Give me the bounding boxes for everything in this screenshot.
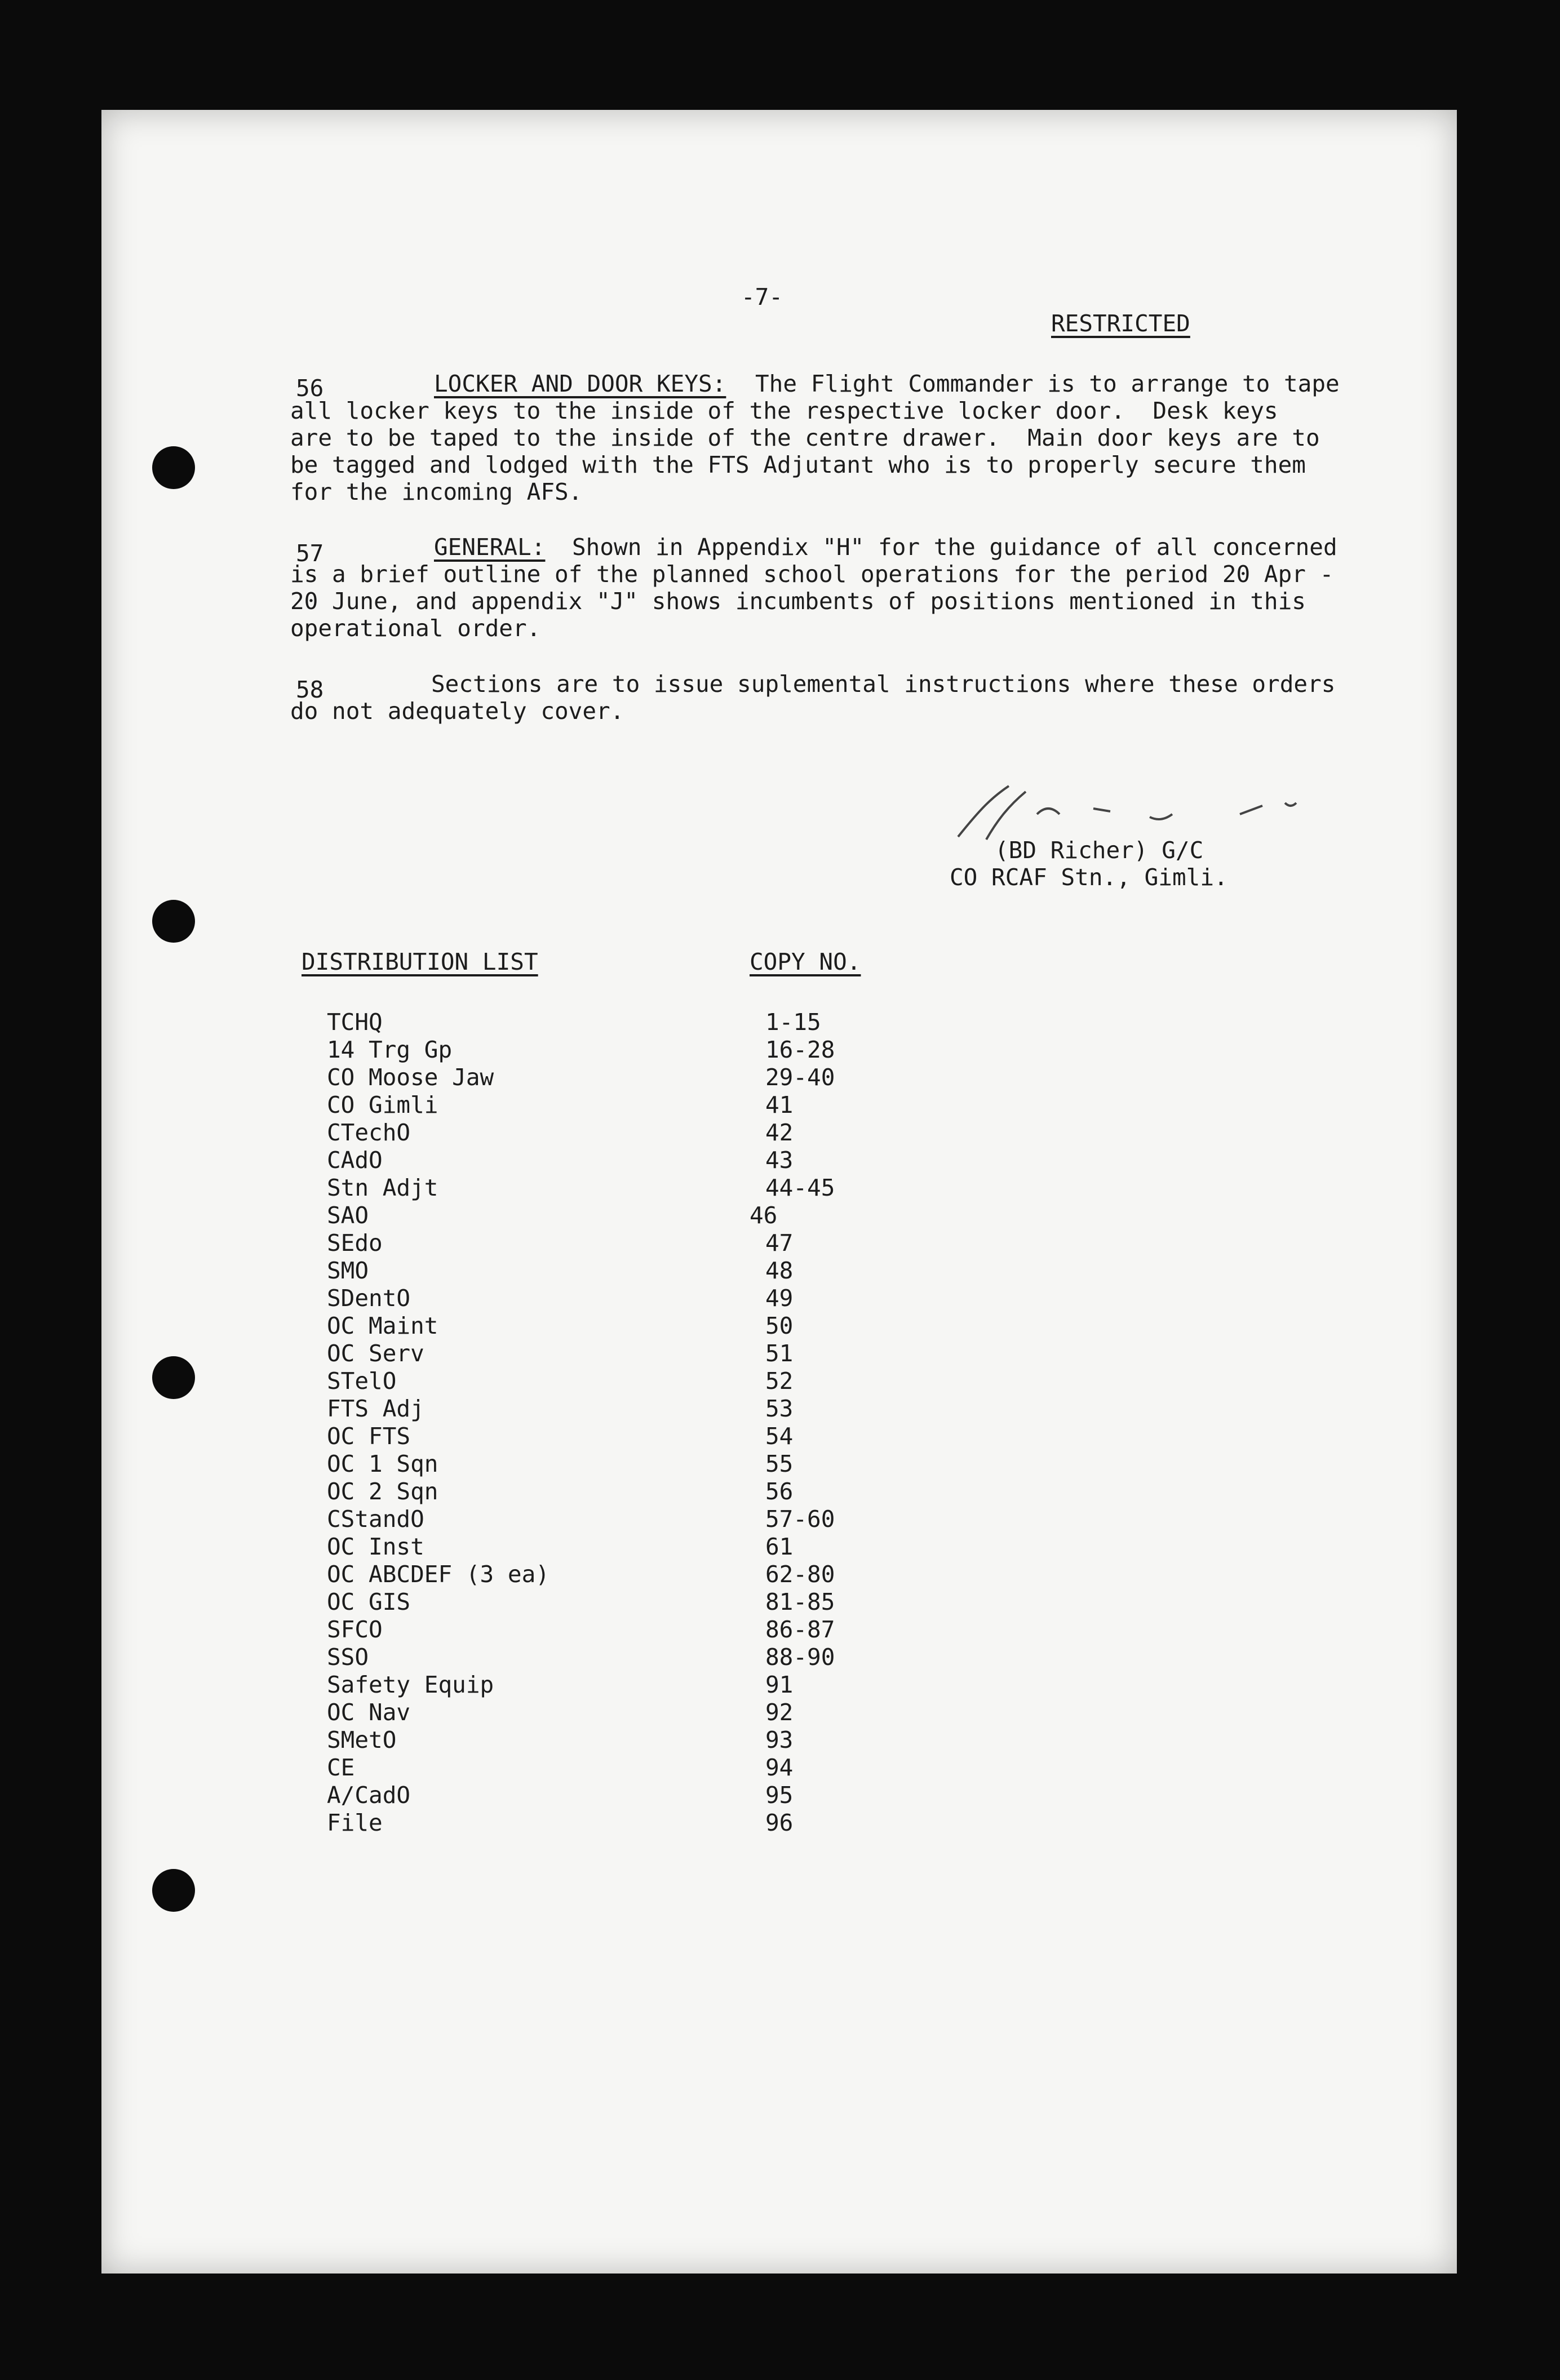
signatory-title: CO RCAF Stn., Gimli. <box>950 864 1228 891</box>
paragraph-line: all locker keys to the inside of the respective locker door. Desk keys <box>290 397 1278 424</box>
paragraph-heading: LOCKER AND DOOR KEYS: <box>434 370 726 397</box>
distribution-recipient: OC Nav <box>327 1699 411 1726</box>
distribution-copy-number: 62-80 <box>765 1561 835 1588</box>
distribution-copy-number: 29-40 <box>765 1064 835 1091</box>
distribution-recipient: SAO <box>327 1202 369 1229</box>
paragraph-line: Shown in Appendix "H" for the guidance of all concerned <box>572 534 1337 561</box>
distribution-recipient: OC GIS <box>327 1588 411 1615</box>
distribution-recipient: CO Moose Jaw <box>327 1064 494 1091</box>
distribution-copy-number: 16-28 <box>765 1036 835 1063</box>
distribution-recipient: CAdO <box>327 1147 383 1174</box>
distribution-copy-number: 81-85 <box>765 1588 835 1615</box>
distribution-recipient: SDentO <box>327 1285 411 1312</box>
punch-hole <box>152 1869 195 1912</box>
distribution-recipient: OC Inst <box>327 1533 424 1560</box>
paragraph-number: 56 <box>296 375 324 402</box>
distribution-copy-number: 57-60 <box>765 1506 835 1533</box>
distribution-recipient: TCHQ <box>327 1009 383 1036</box>
document-page <box>101 110 1457 2274</box>
distribution-recipient: SEdo <box>327 1229 383 1256</box>
distribution-copy-number: 92 <box>765 1699 794 1726</box>
distribution-recipient: FTS Adj <box>327 1395 424 1422</box>
signatory-name: (BD Richer) G/C <box>995 837 1204 864</box>
paragraph-line: are to be taped to the inside of the centre drawer. Main door keys are to <box>290 424 1320 451</box>
paragraph-line: do not adequately cover. <box>290 698 624 725</box>
distribution-copy-number: 94 <box>765 1754 794 1781</box>
distribution-recipient: CTechO <box>327 1119 411 1146</box>
distribution-copy-number: 50 <box>765 1312 794 1339</box>
distribution-recipient: A/CadO <box>327 1782 411 1809</box>
distribution-copy-number: 53 <box>765 1395 794 1422</box>
distribution-copy-number: 93 <box>765 1726 794 1753</box>
distribution-copy-number: 44-45 <box>765 1174 835 1201</box>
distribution-list-header: DISTRIBUTION LIST <box>302 948 538 975</box>
distribution-recipient: OC 2 Sqn <box>327 1478 438 1505</box>
distribution-copy-number: 86-87 <box>765 1616 835 1643</box>
distribution-copy-number: 52 <box>765 1367 794 1395</box>
paragraph-line: Sections are to issue suplemental instructions where these orders <box>431 671 1336 698</box>
distribution-copy-number: 96 <box>765 1809 794 1836</box>
distribution-recipient: Safety Equip <box>327 1671 494 1698</box>
distribution-copy-number: 56 <box>765 1478 794 1505</box>
distribution-recipient: 14 Trg Gp <box>327 1036 453 1063</box>
distribution-copy-number: 91 <box>765 1671 794 1698</box>
distribution-copy-number: 46 <box>750 1202 778 1229</box>
distribution-copy-number: 41 <box>765 1091 794 1118</box>
page-number: -7- <box>741 283 783 310</box>
punch-hole <box>152 446 195 489</box>
distribution-copy-number: 43 <box>765 1147 794 1174</box>
distribution-recipient: CStandO <box>327 1506 424 1533</box>
copy-number-header: COPY NO. <box>750 948 861 975</box>
paragraph-heading: GENERAL: <box>434 534 546 561</box>
distribution-copy-number: 54 <box>765 1423 794 1450</box>
distribution-copy-number: 51 <box>765 1340 794 1367</box>
distribution-recipient: SMetO <box>327 1726 397 1753</box>
paragraph-number: 58 <box>296 676 324 703</box>
paragraph-line: be tagged and lodged with the FTS Adjutant who is to properly secure them <box>290 451 1306 478</box>
distribution-copy-number: 49 <box>765 1285 794 1312</box>
distribution-copy-number: 42 <box>765 1119 794 1146</box>
distribution-recipient: Stn Adjt <box>327 1174 438 1201</box>
punch-hole <box>152 1356 195 1399</box>
distribution-recipient: OC ABCDEF (3 ea) <box>327 1561 549 1588</box>
distribution-recipient: SFCO <box>327 1616 383 1643</box>
paragraph-number: 57 <box>296 540 324 567</box>
distribution-recipient: SSO <box>327 1644 369 1671</box>
paragraph-line: The Flight Commander is to arrange to tape <box>755 370 1340 397</box>
distribution-copy-number: 55 <box>765 1450 794 1477</box>
distribution-recipient: OC Maint <box>327 1312 438 1339</box>
paragraph-line: operational order. <box>290 615 541 642</box>
distribution-copy-number: 1-15 <box>765 1009 821 1036</box>
distribution-recipient: STelO <box>327 1367 397 1395</box>
distribution-recipient: CE <box>327 1754 355 1781</box>
distribution-recipient: OC 1 Sqn <box>327 1450 438 1477</box>
distribution-copy-number: 48 <box>765 1257 794 1284</box>
distribution-copy-number: 88-90 <box>765 1644 835 1671</box>
distribution-copy-number: 95 <box>765 1782 794 1809</box>
distribution-recipient: CO Gimli <box>327 1091 438 1118</box>
distribution-recipient: OC Serv <box>327 1340 424 1367</box>
paragraph-line: is a brief outline of the planned school operations for the period 20 Apr - <box>290 561 1334 588</box>
classification-marking: RESTRICTED <box>1051 310 1190 337</box>
paragraph-line: for the incoming AFS. <box>290 478 583 505</box>
distribution-recipient: OC FTS <box>327 1423 411 1450</box>
distribution-copy-number: 61 <box>765 1533 794 1560</box>
paragraph-line: 20 June, and appendix "J" shows incumbents of positions mentioned in this <box>290 588 1306 615</box>
distribution-copy-number: 47 <box>765 1229 794 1256</box>
distribution-recipient: File <box>327 1809 383 1836</box>
distribution-recipient: SMO <box>327 1257 369 1284</box>
punch-hole <box>152 900 195 943</box>
